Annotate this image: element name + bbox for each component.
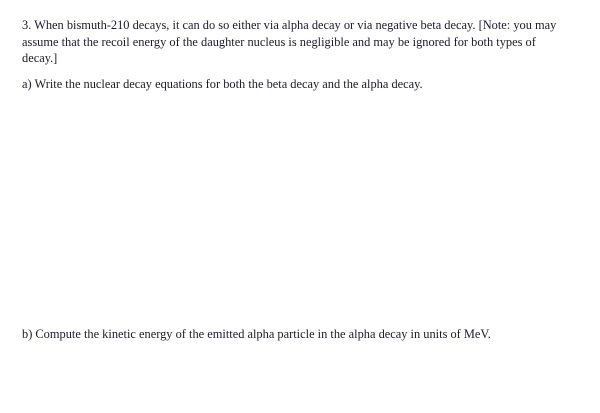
question-stem: 3. When bismuth-210 decays, it can do so either via alpha decay or via negative beta decay. [Note: you may assume that the recoil energy of the daughter nucleus is negligible and may be ignored for both types of decay.] bbox=[22, 18, 557, 65]
question-part-a: a) Write the nuclear decay equations for both the beta decay and the alpha decay. bbox=[22, 77, 423, 91]
question-part-b: b) Compute the kinetic energy of the emitted alpha particle in the alpha decay in units of MeV. bbox=[22, 327, 491, 341]
answer-space-part-a bbox=[22, 100, 567, 315]
